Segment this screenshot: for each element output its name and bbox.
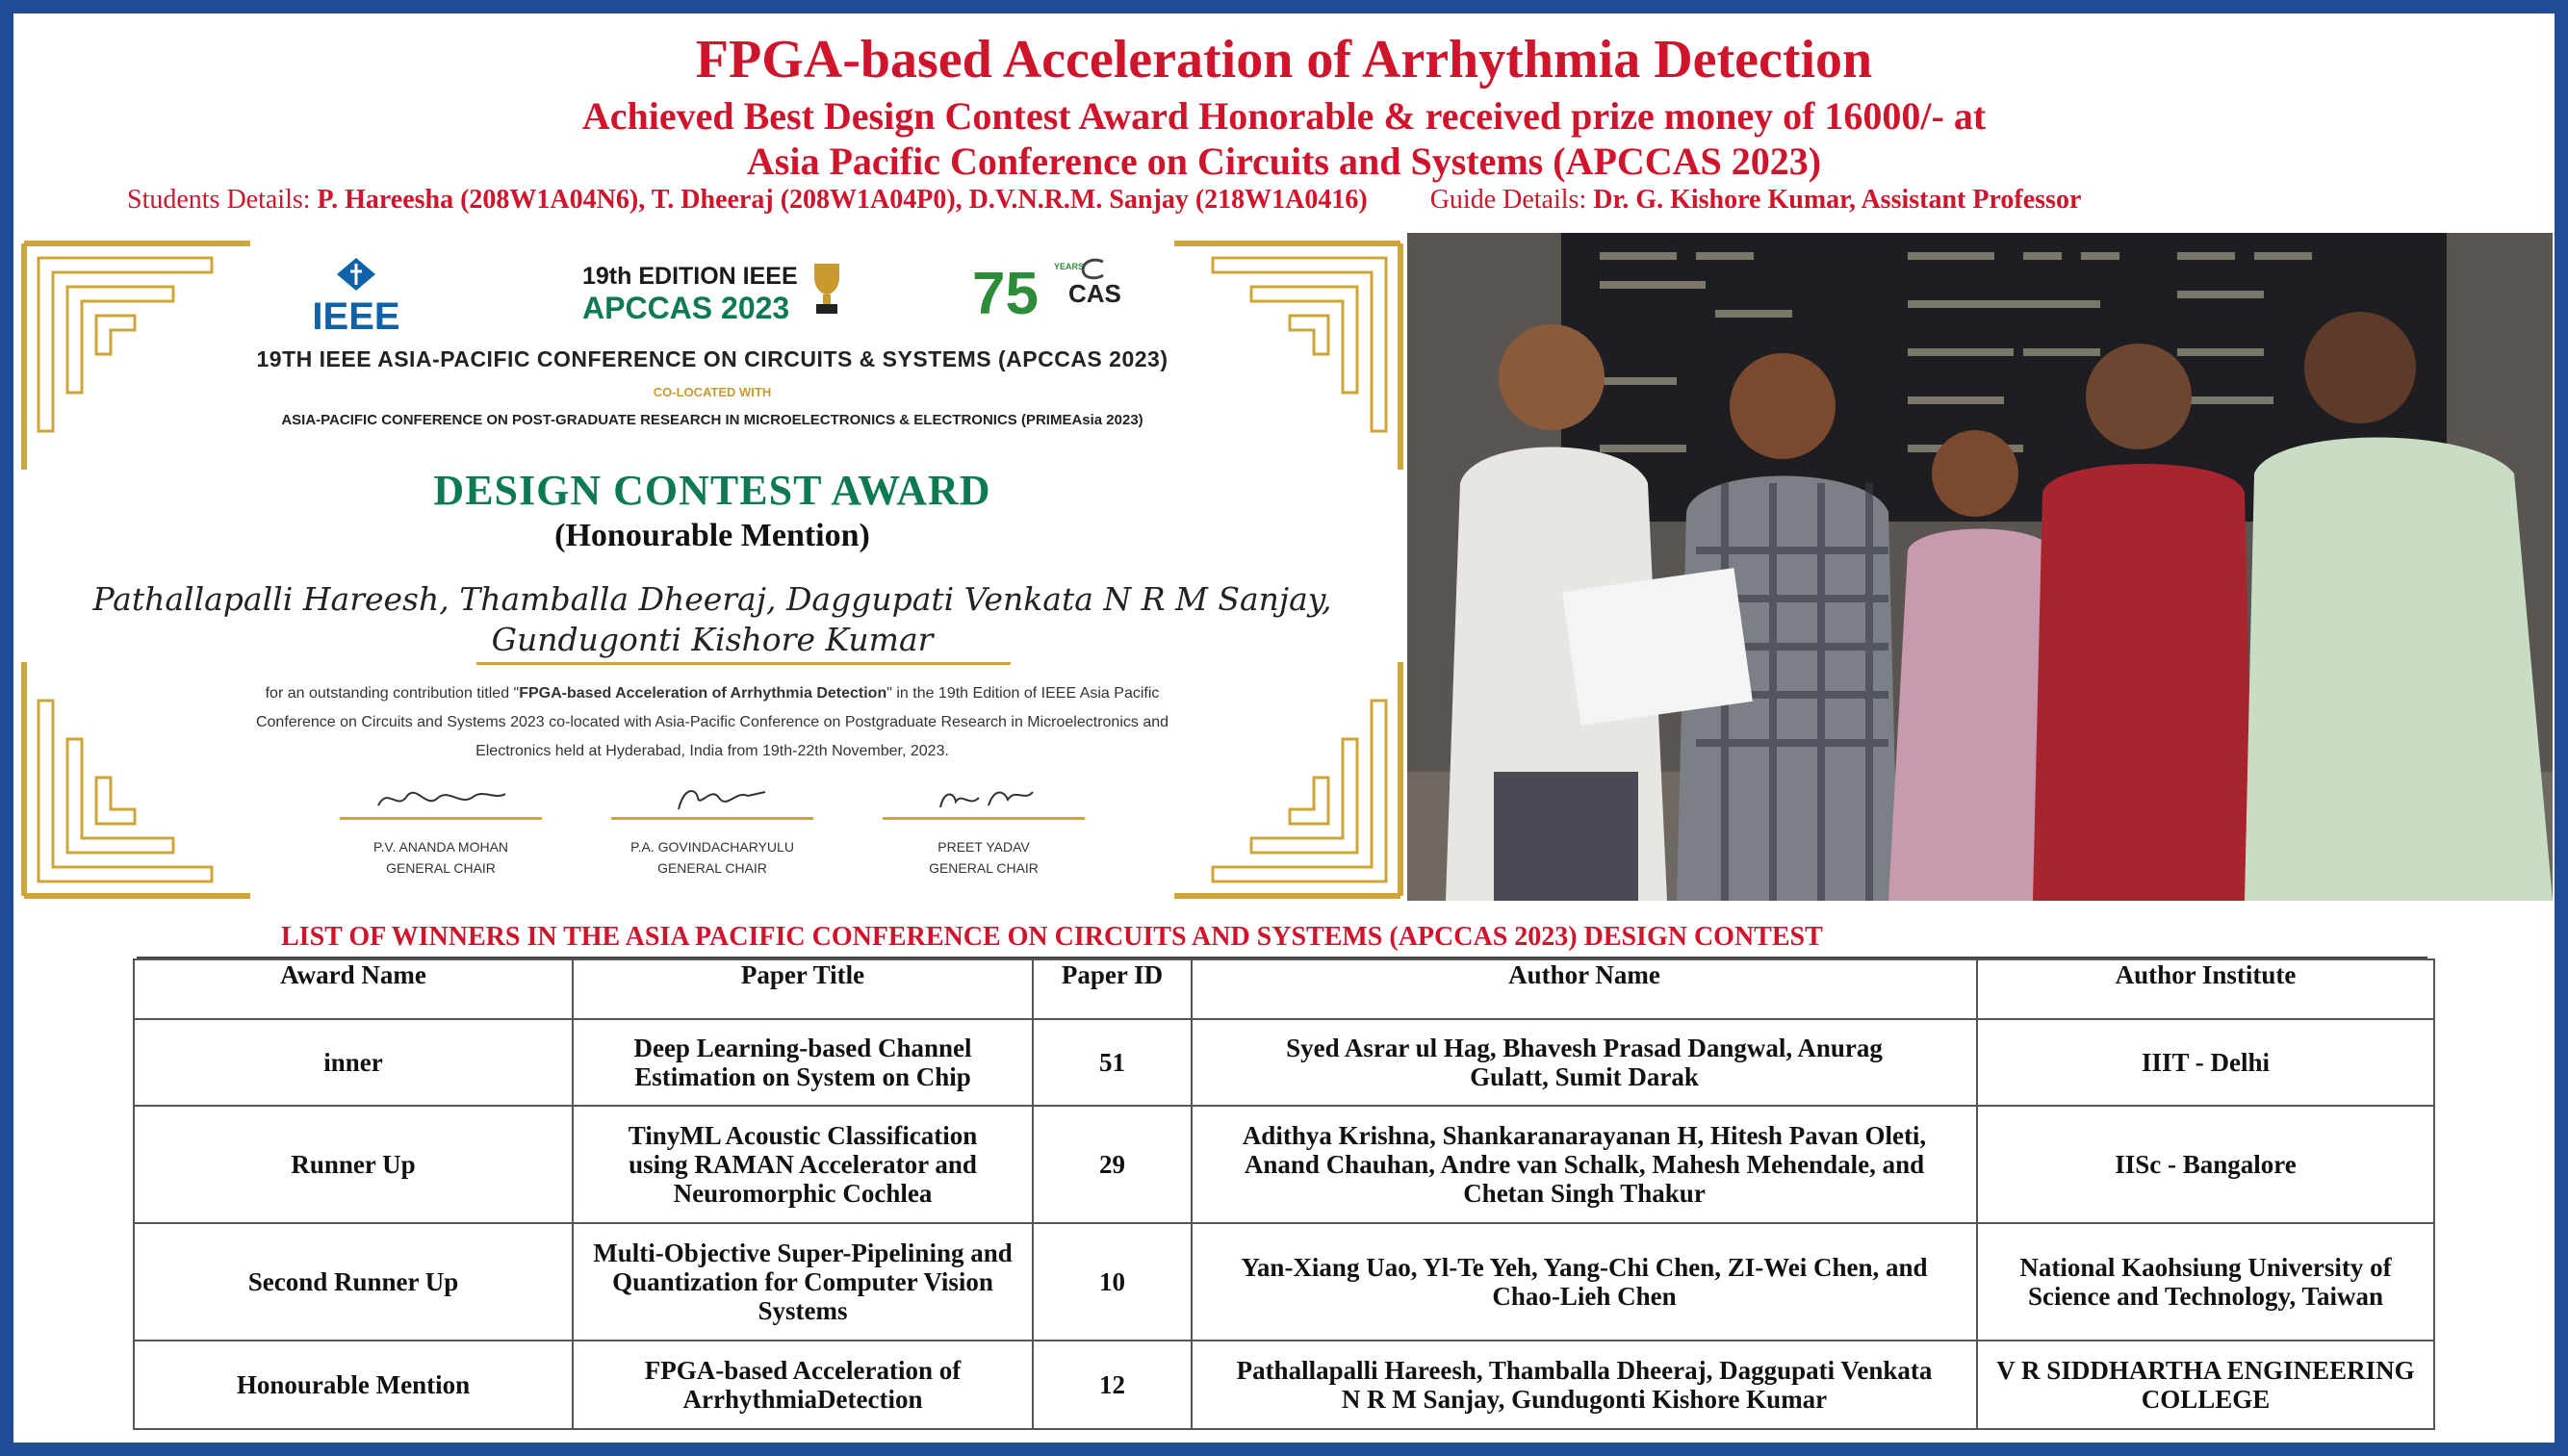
handwritten-signature: [611, 782, 813, 817]
award-subtitle-line-2: Asia Pacific Conference on Circuits and Systems (APCCAS 2023): [746, 140, 1822, 183]
ieee-diamond-icon: [337, 258, 375, 291]
paper-id-cell: 51: [1033, 1019, 1192, 1106]
conference-name: 19TH IEEE ASIA-PACIFIC CONFERENCE ON CIRCUITS & SYSTEMS (APCCAS 2023): [256, 346, 1168, 371]
signatory-name: PREET YADAV: [937, 839, 1030, 855]
winners-list-title: LIST OF WINNERS IN THE ASIA PACIFIC CONFERENCE ON CIRCUITS AND SYSTEMS (APCCAS 2023) DESIGN CONTEST: [281, 922, 1823, 952]
students-value: P. Hareesha (208W1A04N6), T. Dheeraj (208W1A04P0), D.V.N.R.M. Sanjay (218W1A0416): [317, 185, 1368, 215]
author-institute-cell: National Kaohsiung University of Science and Technology, Taiwan: [1977, 1223, 2434, 1341]
signatory-role: GENERAL CHAIR: [386, 860, 496, 876]
paper-title-cell: FPGA-based Acceleration of ArrhythmiaDetection: [573, 1341, 1033, 1429]
paper-title-cell: Deep Learning-based Channel Estimation on System on Chip: [573, 1019, 1033, 1106]
signature-block: [611, 782, 813, 876]
paper-title-bold: FPGA-based Acceleration of Arrhythmia Detection: [519, 685, 887, 702]
author-name-cell: Yan-Xiang Uao, Yl-Te Yeh, Yang-Chi Chen, ZI-Wei Chen, and Chao-Lieh Chen: [1192, 1223, 1977, 1341]
table-row: [134, 1106, 2434, 1223]
handwritten-signature: [340, 782, 542, 817]
award-name-cell: inner: [134, 1019, 573, 1106]
trophy-icon: [810, 260, 843, 318]
column-header: Author Institute: [1977, 959, 2434, 1019]
author-name-cell: Adithya Krishna, Shankaranarayanan H, Hitesh Pavan Oleti, Anand Chauhan, Andre van Schalk, Mahesh Mehendale, and Chetan Singh Thakur: [1192, 1106, 1977, 1223]
award-subtitle-line-1: Achieved Best Design Contest Award Honorable & received prize money of 16000/- at: [581, 94, 1987, 138]
paper-title-cell: TinyML Acoustic Classification using RAMAN Accelerator and Neuromorphic Cochlea: [573, 1106, 1033, 1223]
signature-block: [883, 782, 1085, 876]
paper-id-cell: 10: [1033, 1223, 1192, 1341]
signatory-name: P.A. GOVINDACHARYULU: [630, 839, 794, 855]
award-name-cell: Second Runner Up: [134, 1223, 573, 1341]
award-mention: (Honourable Mention): [554, 518, 870, 553]
author-institute-cell: IISc - Bangalore: [1977, 1106, 2434, 1223]
table-row: [134, 1019, 2434, 1106]
column-header: Paper Title: [573, 959, 1033, 1019]
cas-logo: CAS: [1068, 279, 1121, 308]
author-institute-cell: V R SIDDHARTHA ENGINEERING COLLEGE: [1977, 1341, 2434, 1429]
citation-line-3: Electronics held at Hyderabad, India from 19th-22th November, 2023.: [475, 743, 949, 759]
signatory-name: P.V. ANANDA MOHAN: [372, 839, 509, 855]
recipient-names-line-2: Gundugonti Kishore Kumar: [491, 621, 934, 658]
award-name-cell: Honourable Mention: [134, 1341, 573, 1429]
ieee-logo: IEEE: [308, 258, 404, 339]
colocated-conference: ASIA-PACIFIC CONFERENCE ON POST-GRADUATE RESEARCH IN MICROELECTRONICS & ELECTRONICS (PRIMEAsia 2023): [281, 412, 1143, 428]
students-label: Students Details:: [127, 185, 311, 215]
certificate: [19, 239, 1405, 901]
column-header: Paper ID: [1033, 959, 1192, 1019]
citation-line-2: Conference on Circuits and Systems 2023 co-located with Asia-Pacific Conference on Postgraduate Research in Microelectronics and: [255, 714, 1169, 730]
winners-table: [133, 958, 2435, 1430]
signatory-role: GENERAL CHAIR: [657, 860, 767, 876]
paper-id-cell: 12: [1033, 1341, 1192, 1429]
colocated-label: CO-LOCATED WITH: [653, 385, 772, 399]
citation-line-1: for an outstanding contribution titled "FPGA-based Acceleration of Arrhythmia Detection" in the 19th Edition of IEEE Asia Pacific: [265, 685, 1160, 702]
author-name-cell: Syed Asrar ul Hag, Bhavesh Prasad Dangwal, Anurag Gulatt, Sumit Darak: [1192, 1019, 1977, 1106]
cas-swoosh-icon: [1078, 258, 1107, 281]
cas-75-years-logo: 75: [972, 261, 1039, 327]
handwritten-signature: [883, 782, 1085, 817]
signature-block: [340, 782, 542, 876]
table-row: [134, 1341, 2434, 1429]
signatory-role: GENERAL CHAIR: [929, 860, 1039, 876]
paper-id-cell: 29: [1033, 1106, 1192, 1223]
names-underline: [476, 662, 1011, 665]
table-header-row: [134, 959, 2434, 1019]
apccas-edition-logo: 19th EDITION IEEE APCCAS 2023: [582, 263, 798, 325]
column-header: Author Name: [1192, 959, 1977, 1019]
guide-value: Dr. G. Kishore Kumar, Assistant Professor: [1593, 185, 2082, 215]
author-name-cell: Pathallapalli Hareesh, Thamballa Dheeraj, Daggupati Venkata N R M Sanjay, Gundugonti Kishore Kumar: [1192, 1341, 1977, 1429]
years-label: YEARS: [1054, 262, 1085, 271]
guide-label: Guide Details:: [1429, 185, 1587, 215]
column-header: Award Name: [134, 959, 573, 1019]
page-title: FPGA-based Acceleration of Arrhythmia Detection: [695, 30, 1873, 89]
recipient-names-line-1: Pathallapalli Hareesh, Thamballa Dheeraj, Daggupati Venkata N R M Sanjay,: [92, 580, 1332, 618]
table-row: [134, 1223, 2434, 1341]
award-ceremony-photo: [1407, 233, 2553, 901]
author-institute-cell: IIIT - Delhi: [1977, 1019, 2434, 1106]
details-line: [127, 185, 2081, 216]
award-name-cell: Runner Up: [134, 1106, 573, 1223]
award-title: DESIGN CONTEST AWARD: [433, 467, 991, 514]
paper-title-cell: Multi-Objective Super-Pipelining and Quantization for Computer Vision Systems: [573, 1223, 1033, 1341]
